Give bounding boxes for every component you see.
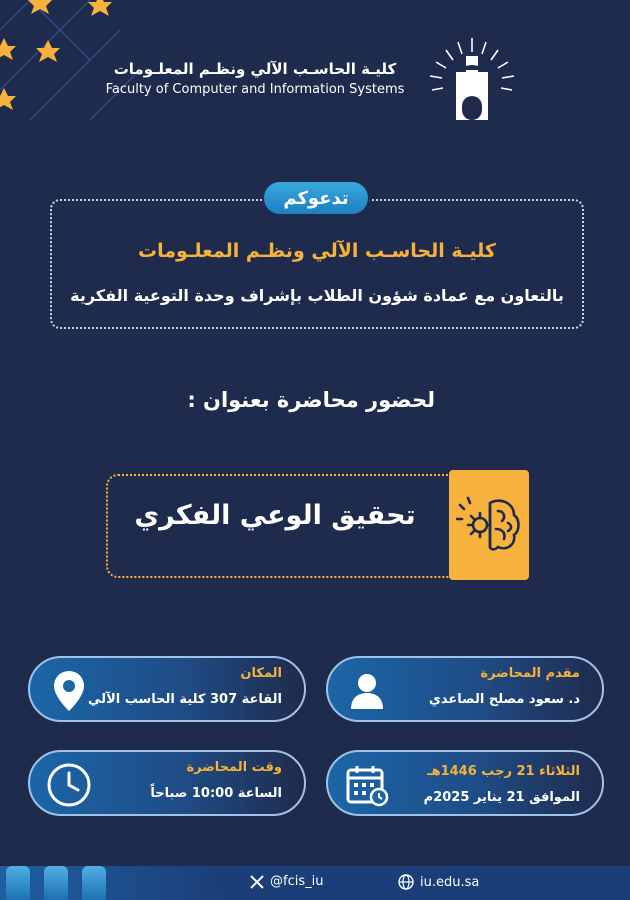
globe-icon (398, 874, 414, 890)
time-value: الساعة 10:00 صباحاً (150, 786, 282, 801)
college-name-en: Faculty of Computer and Information Systems (105, 82, 405, 97)
x-icon (250, 875, 264, 889)
date-hijri: الثلاثاء 21 رجب 1446هـ (427, 764, 580, 779)
university-logo-icon (428, 36, 516, 124)
presenter-value: د. سعود مصلح الصاعدي (429, 692, 580, 707)
footer-stripe (44, 866, 68, 900)
card-presenter (326, 656, 604, 722)
footer-twitter[interactable] (250, 874, 323, 889)
brain-gear-icon (456, 489, 522, 561)
calendar-icon (342, 760, 392, 810)
attend-label: لحضور محاضرة بعنوان : (187, 388, 435, 412)
presenter-label: مقدم المحاضرة (480, 666, 580, 681)
invite-college: كليـة الحاسـب الآلي ونظـم المعلـومات (138, 240, 496, 262)
place-label: المكان (240, 666, 282, 681)
website-url: iu.edu.sa (420, 874, 480, 890)
lecture-title: تحقيق الوعي الفكري (134, 500, 416, 531)
location-pin-icon (44, 666, 94, 716)
brain-tile (449, 470, 529, 580)
footer-website[interactable] (398, 874, 479, 890)
college-name-ar: كليـة الحاسـب الآلي ونظـم المعلـومات (113, 60, 397, 78)
time-label: وقت المحاضرة (186, 760, 282, 775)
place-value: القاعة 307 كلية الحاسب الآلي (88, 692, 282, 707)
card-date (326, 750, 604, 816)
clock-icon (44, 760, 94, 810)
date-gregorian: الموافق 21 يناير 2025م (423, 790, 580, 805)
card-time (28, 750, 306, 816)
footer-stripe (82, 866, 106, 900)
footer-stripe (6, 866, 30, 900)
invite-badge: تدعوكم (262, 180, 370, 216)
header (95, 60, 415, 97)
invite-collaboration: بالتعاون مع عمادة شؤون الطلاب بإشراف وحدة التوعية الفكرية (70, 286, 564, 305)
person-icon (342, 666, 392, 716)
twitter-handle: @fcis_iu (270, 874, 324, 889)
card-place (28, 656, 306, 722)
invite-box (50, 199, 584, 329)
